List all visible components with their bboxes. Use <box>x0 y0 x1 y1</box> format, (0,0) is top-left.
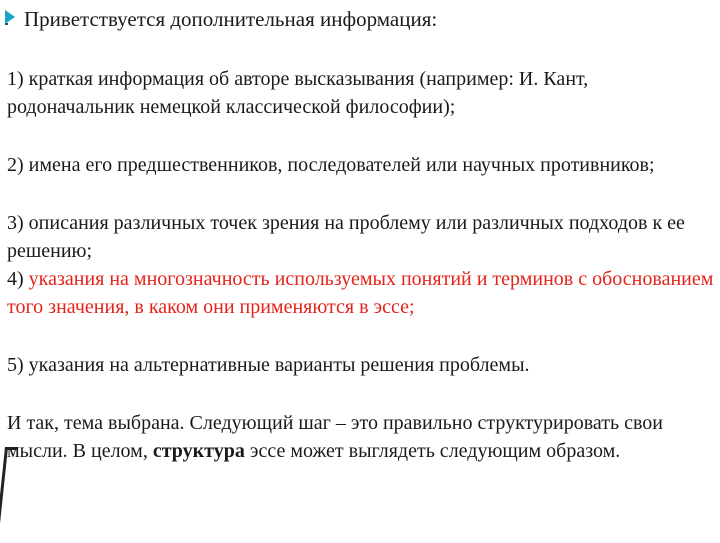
closing-text-after: эссе может выглядеть следующим образом. <box>249 440 621 462</box>
decorative-corner-line <box>0 447 18 543</box>
slide-title: Приветствуется дополнительная информация: <box>24 7 438 31</box>
item-number: 5) <box>7 354 24 376</box>
title-bar <box>0 0 720 48</box>
item-text: описания различных точек зрения на проблему или различных подходов к ее решению; <box>7 212 685 262</box>
item-text: указания на альтернативные варианты решения проблемы. <box>28 354 530 376</box>
item-number: 4) <box>7 268 24 290</box>
list-item-5 <box>7 351 715 379</box>
list-item-2 <box>7 151 715 179</box>
arrow-bullet-icon <box>5 10 15 24</box>
item-number: 1) <box>7 68 24 90</box>
closing-text-before: И так, тема выбрана. Следующий шаг – это правильно структурировать свои мысли. В целом, <box>7 412 663 462</box>
item-number: 3) <box>7 212 24 234</box>
item-text: имена его предшественников, последователей или научных противников; <box>28 154 655 176</box>
item-text-highlighted: указания на многозначность используемых понятий и терминов с обоснованием того значения, в каком они применяются в эссе; <box>7 268 714 318</box>
list-item-4 <box>7 265 715 321</box>
closing-paragraph <box>7 409 715 465</box>
item-number: 2) <box>7 154 24 176</box>
list-item-3 <box>7 209 715 265</box>
item-text: краткая информация об авторе высказывания (например: И. Кант, родоначальник немецкой классической философии); <box>7 68 589 118</box>
list-item-1 <box>7 65 715 121</box>
closing-bold-word: структура <box>152 440 245 462</box>
slide-body <box>7 65 715 465</box>
